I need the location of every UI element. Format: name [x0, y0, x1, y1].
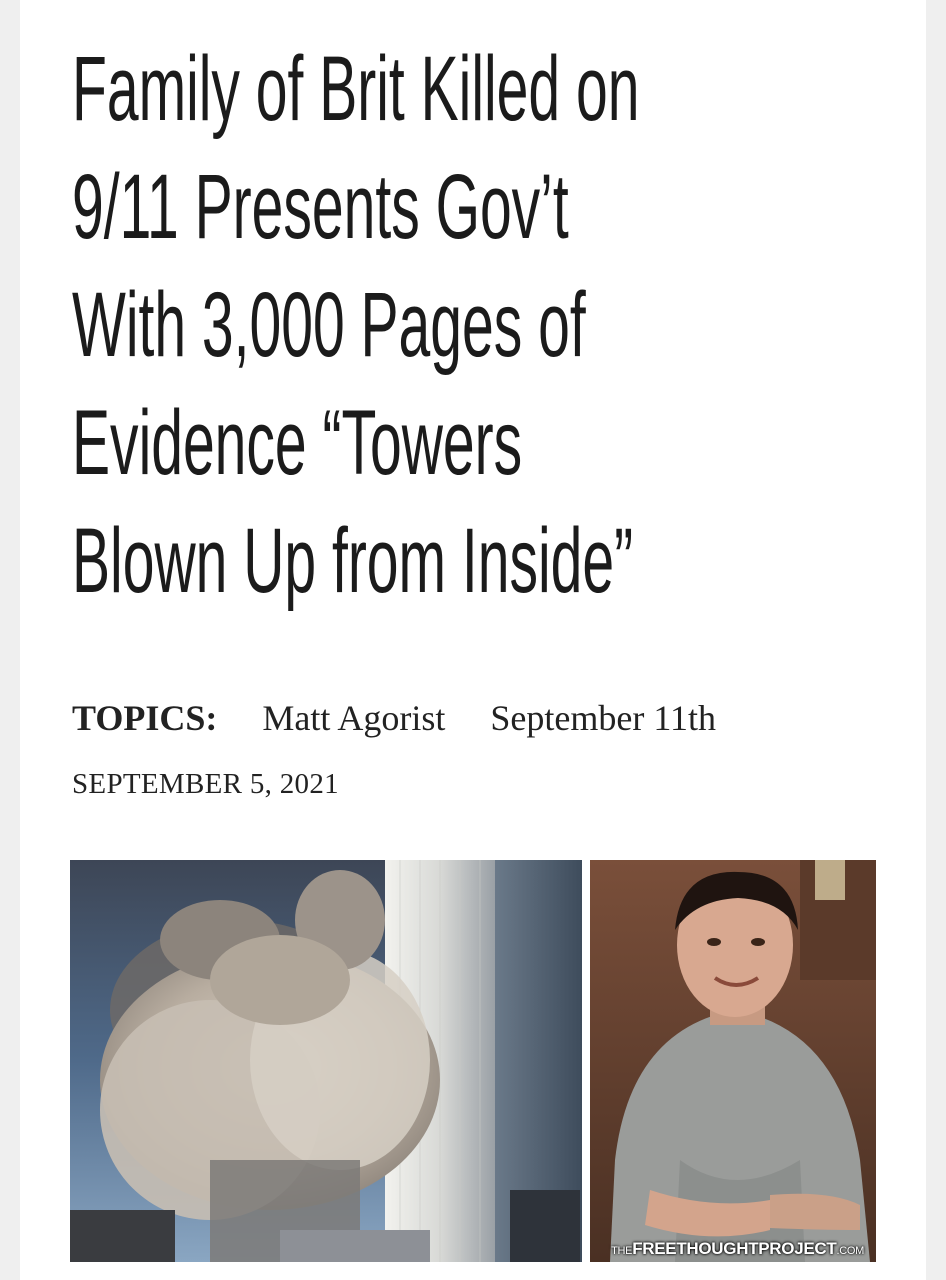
article-headline [72, 30, 640, 620]
headline-line: With 3,000 Pages of [72, 274, 586, 376]
hero-image [70, 860, 876, 1262]
image-watermark [611, 1239, 864, 1259]
headline-line: Blown Up from Inside” [72, 510, 634, 612]
publish-date: SEPTEMBER 5, 2021 [72, 768, 339, 800]
topics-row [72, 697, 752, 739]
headline-line: Family of Brit Killed on [72, 38, 640, 140]
portrait-photo [590, 860, 876, 1262]
headline-line: 9/11 Presents Gov’t [72, 156, 569, 258]
hero-image-illustration [70, 860, 876, 1262]
watermark-prefix: THE [611, 1245, 633, 1257]
topic-link-author[interactable]: Matt Agorist [262, 698, 446, 738]
watermark-suffix: .COM [836, 1245, 864, 1257]
article-page [20, 0, 926, 1280]
watermark-main: FREETHOUGHTPROJECT [632, 1239, 837, 1258]
tower-collapse-photo [70, 860, 582, 1262]
topics-label: TOPICS: [72, 698, 218, 738]
topic-link-september-11th[interactable]: September 11th [490, 698, 717, 738]
headline-line: Evidence “Towers [72, 392, 523, 494]
